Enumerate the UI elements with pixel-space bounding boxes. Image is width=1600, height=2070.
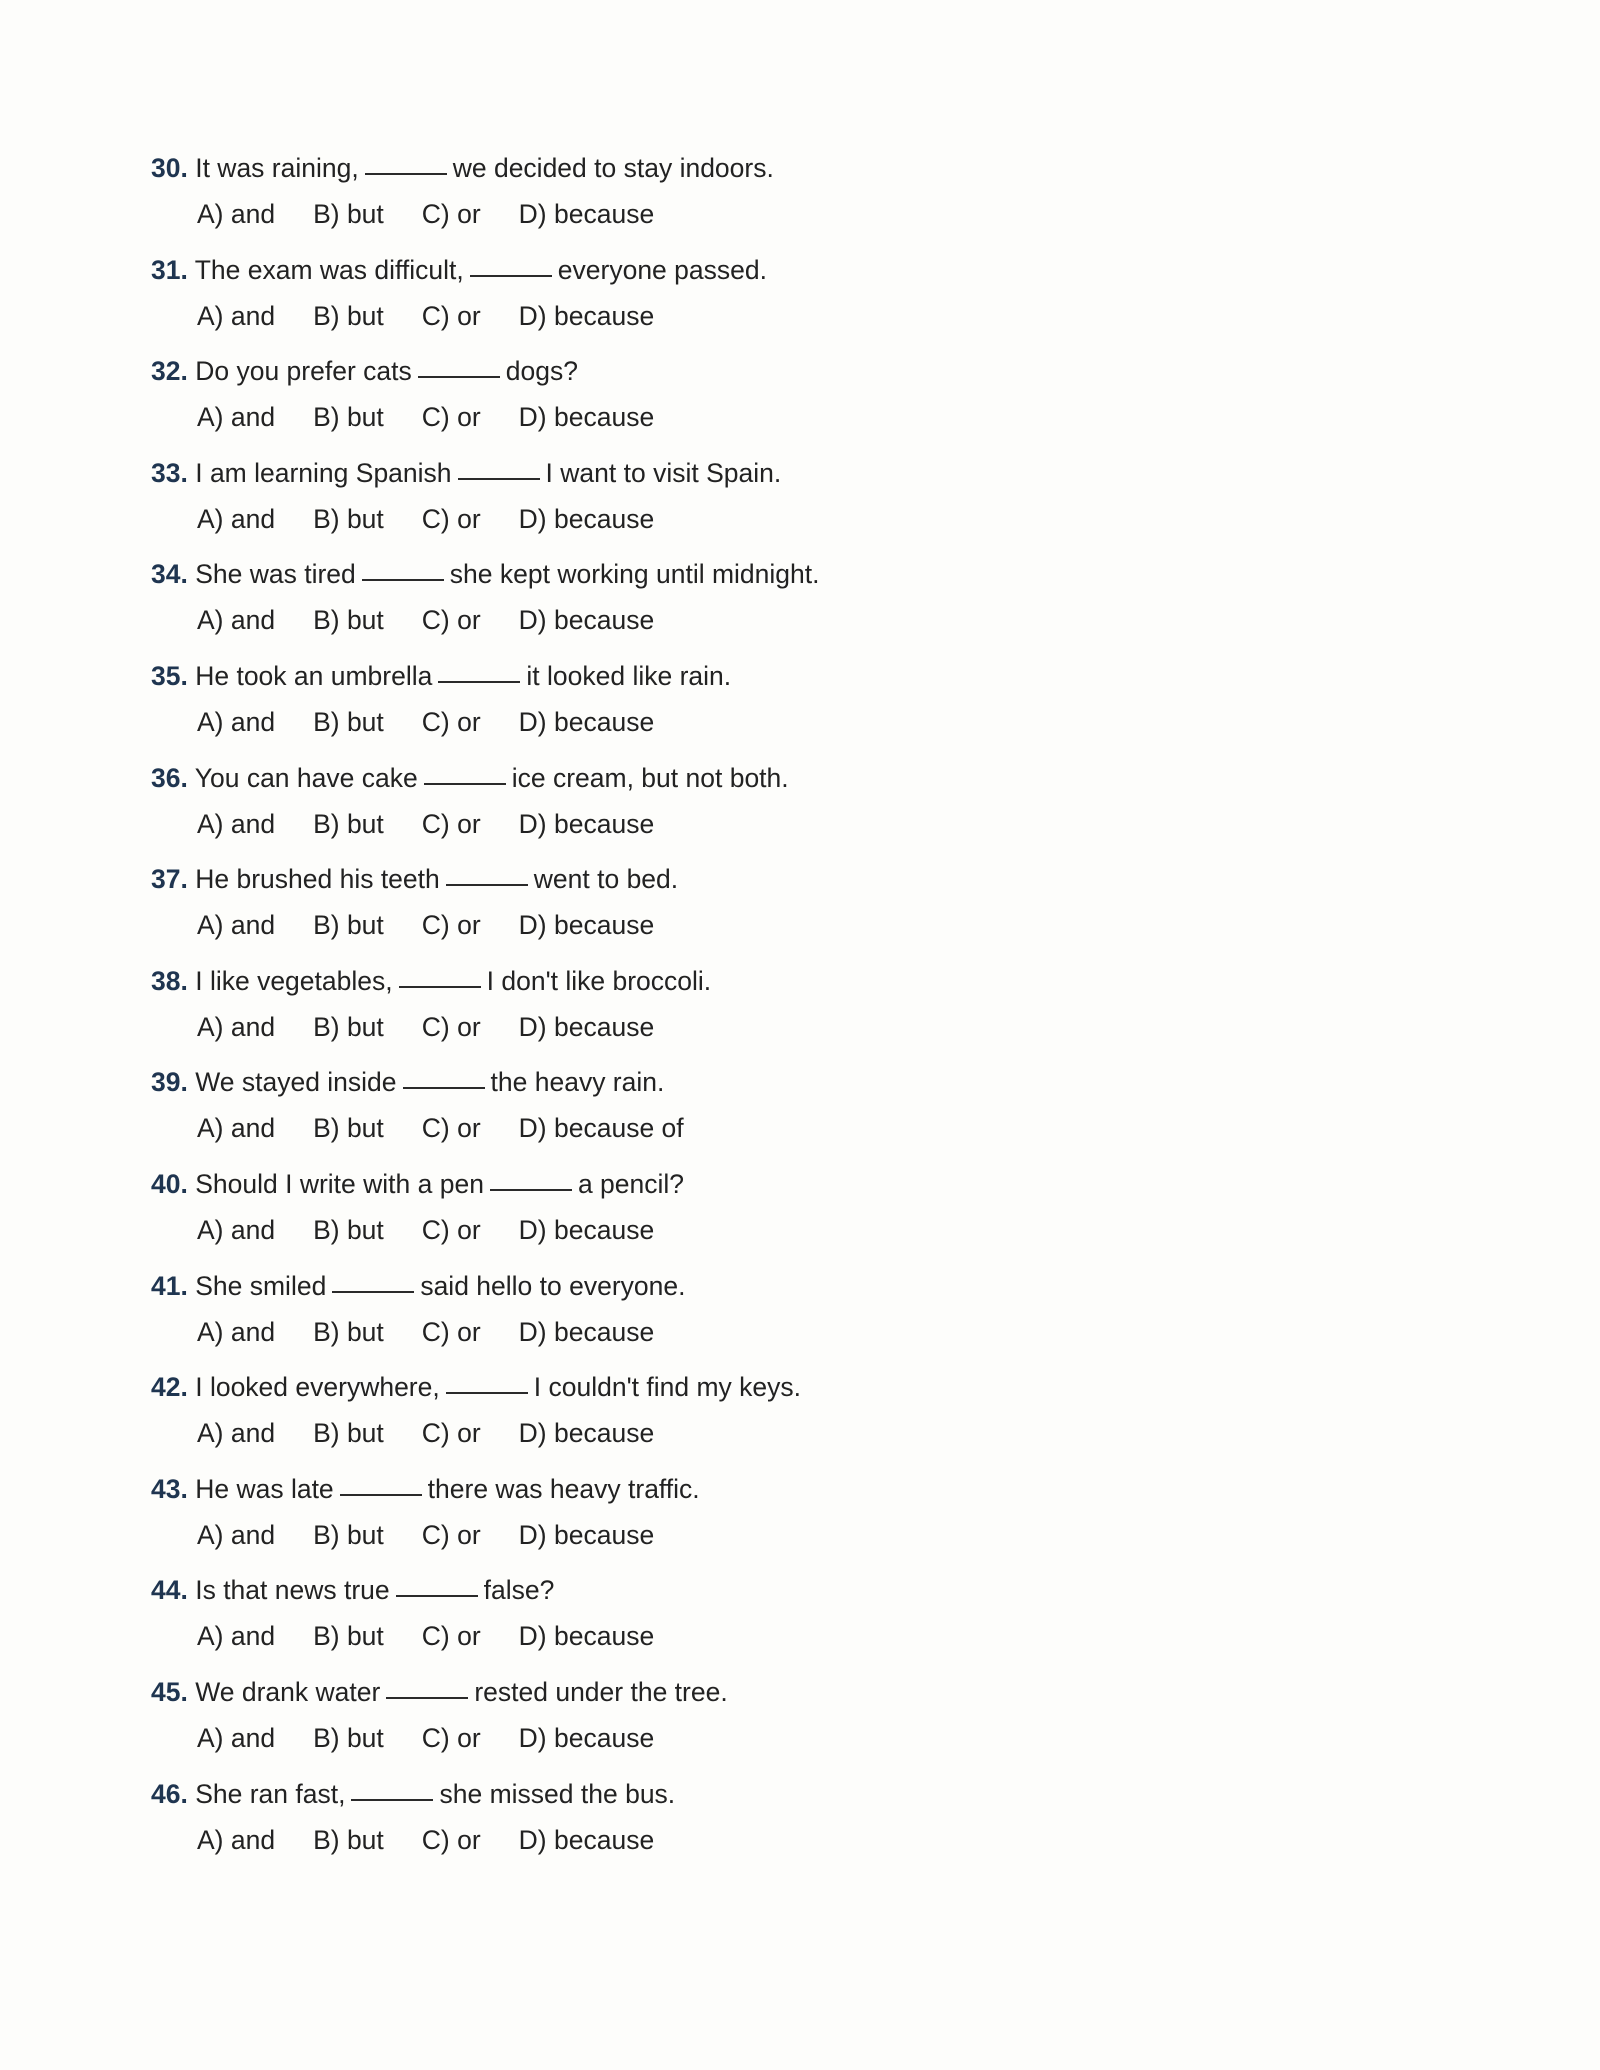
question-number: 38. xyxy=(151,965,188,996)
question-text xyxy=(151,758,789,798)
question-number: 39. xyxy=(151,1067,188,1098)
answer-options xyxy=(197,1007,692,1047)
answer-blank xyxy=(490,1163,572,1191)
answer-option: A) and xyxy=(197,1113,276,1144)
question-text-before-blank: Is that news true xyxy=(195,1575,390,1606)
answer-blank xyxy=(365,147,447,175)
question-text-before-blank: We drank water xyxy=(195,1676,381,1707)
question-text xyxy=(151,859,678,899)
question-item xyxy=(151,1774,1251,1876)
answer-blank xyxy=(446,1366,528,1394)
question-text xyxy=(151,1774,675,1814)
answer-option: D) because xyxy=(518,1722,655,1753)
answer-blank xyxy=(351,1773,433,1801)
answer-option: A) and xyxy=(197,503,276,534)
question-text-before-blank: Should I write with a pen xyxy=(195,1168,484,1199)
question-text-before-blank: She smiled xyxy=(195,1270,327,1301)
question-number: 31. xyxy=(151,254,188,285)
answer-option: B) but xyxy=(313,503,384,534)
question-number: 42. xyxy=(151,1372,188,1403)
question-text-after-blank: it looked like rain. xyxy=(526,660,732,691)
question-item xyxy=(151,453,1251,555)
question-text-after-blank: ice cream, but not both. xyxy=(511,762,789,793)
answer-options xyxy=(197,804,692,844)
answer-options xyxy=(197,499,692,539)
answer-option: D) because xyxy=(518,199,655,229)
question-text xyxy=(151,453,781,493)
answer-blank xyxy=(396,1569,478,1597)
answer-option: A) and xyxy=(197,1214,276,1245)
question-text-after-blank: false? xyxy=(483,1575,555,1606)
question-text-before-blank: He brushed his teeth xyxy=(195,864,440,895)
answer-blank xyxy=(438,655,520,683)
answer-blank xyxy=(403,1061,485,1089)
answer-blank xyxy=(470,249,552,277)
question-item xyxy=(151,758,1251,860)
question-item xyxy=(151,656,1251,758)
question-item xyxy=(151,250,1251,352)
answer-options xyxy=(197,1413,692,1453)
answer-option: D) because xyxy=(518,1824,655,1855)
answer-option: A) and xyxy=(197,605,276,636)
answer-option: B) but xyxy=(313,1214,384,1245)
answer-option: D) because xyxy=(518,1316,655,1347)
answer-blank xyxy=(362,553,444,581)
question-text xyxy=(151,1164,684,1204)
answer-option: D) because xyxy=(518,1214,655,1245)
answer-option: B) but xyxy=(313,1316,384,1347)
answer-option: C) or xyxy=(421,910,481,941)
question-text-before-blank: He took an umbrella xyxy=(195,660,433,691)
answer-options xyxy=(197,194,692,234)
answer-option: B) but xyxy=(313,1418,384,1449)
question-text-after-blank: I don't like broccoli. xyxy=(486,965,712,996)
answer-option: A) and xyxy=(197,402,276,433)
question-item xyxy=(151,1164,1251,1266)
answer-blank xyxy=(399,960,481,988)
answer-option: C) or xyxy=(421,300,481,331)
answer-options xyxy=(197,397,692,437)
question-text xyxy=(151,1367,801,1407)
question-text xyxy=(151,961,711,1001)
answer-option: A) and xyxy=(197,1519,276,1550)
answer-option: C) or xyxy=(421,1722,481,1753)
answer-option: B) but xyxy=(313,300,384,331)
question-text-after-blank: said hello to everyone. xyxy=(420,1270,686,1301)
question-item xyxy=(151,961,1251,1063)
answer-option: C) or xyxy=(421,1418,481,1449)
question-text-after-blank: she missed the bus. xyxy=(439,1778,676,1809)
answer-blank xyxy=(386,1671,468,1699)
answer-option: A) and xyxy=(197,1621,276,1652)
question-text xyxy=(151,250,767,290)
question-text-before-blank: Do you prefer cats xyxy=(195,356,412,387)
question-text-before-blank: You can have cake xyxy=(194,762,418,793)
answer-option: A) and xyxy=(197,1418,276,1449)
answer-option: A) and xyxy=(197,199,276,229)
answer-option: A) and xyxy=(197,300,276,331)
question-text xyxy=(151,351,578,391)
question-text-after-blank: everyone passed. xyxy=(557,254,767,285)
answer-options xyxy=(197,1718,692,1758)
answer-blank xyxy=(458,452,540,480)
answer-option: B) but xyxy=(313,1113,384,1144)
answer-option: C) or xyxy=(421,1316,481,1347)
answer-option: B) but xyxy=(313,605,384,636)
question-number: 46. xyxy=(151,1778,188,1809)
question-item xyxy=(151,1266,1251,1368)
question-text-after-blank: the heavy rain. xyxy=(490,1067,665,1098)
answer-option: D) because xyxy=(518,1011,655,1042)
question-text-after-blank: rested under the tree. xyxy=(474,1676,728,1707)
answer-option: C) or xyxy=(421,1824,481,1855)
answer-option: C) or xyxy=(421,1113,481,1144)
answer-options xyxy=(197,1820,692,1860)
answer-option: B) but xyxy=(313,808,384,839)
answer-option: A) and xyxy=(197,808,276,839)
question-number: 35. xyxy=(151,660,188,691)
question-text xyxy=(151,1266,685,1306)
question-text-after-blank: I want to visit Spain. xyxy=(545,457,782,488)
question-text xyxy=(151,1469,700,1509)
question-number: 36. xyxy=(151,762,188,793)
question-item xyxy=(151,1367,1251,1469)
question-text-before-blank: The exam was difficult, xyxy=(194,254,464,285)
answer-option: D) because xyxy=(518,1519,655,1550)
answer-option: D) because xyxy=(518,503,655,534)
answer-option: A) and xyxy=(197,910,276,941)
answer-option: D) because xyxy=(518,1621,655,1652)
answer-option: C) or xyxy=(421,1214,481,1245)
question-number: 43. xyxy=(151,1473,188,1504)
answer-option: B) but xyxy=(313,706,384,737)
question-text-before-blank: I like vegetables, xyxy=(195,965,393,996)
question-number: 40. xyxy=(151,1168,188,1199)
answer-option: B) but xyxy=(313,1824,384,1855)
question-text xyxy=(151,1062,664,1102)
question-text-after-blank: dogs? xyxy=(505,356,578,387)
question-text-after-blank: there was heavy traffic. xyxy=(427,1473,700,1504)
answer-option: B) but xyxy=(313,910,384,941)
question-item xyxy=(151,148,1251,250)
answer-option: A) and xyxy=(197,706,276,737)
answer-option: C) or xyxy=(421,808,481,839)
question-number: 32. xyxy=(151,356,188,387)
answer-blank xyxy=(332,1265,414,1293)
question-number: 30. xyxy=(151,153,188,183)
answer-option: D) because xyxy=(518,706,655,737)
question-text-before-blank: She was tired xyxy=(195,559,356,590)
question-list xyxy=(151,148,1251,1875)
question-item xyxy=(151,1570,1251,1672)
question-text-before-blank: It was raining, xyxy=(195,153,359,183)
question-number: 37. xyxy=(151,864,188,895)
question-text xyxy=(151,656,731,696)
question-text xyxy=(151,1570,554,1610)
answer-option: D) because xyxy=(518,402,655,433)
question-text-before-blank: We stayed inside xyxy=(195,1067,397,1098)
answer-options xyxy=(197,905,692,945)
answer-options xyxy=(197,1108,722,1148)
question-text-after-blank: she kept working until midnight. xyxy=(449,559,820,590)
answer-option: A) and xyxy=(197,1722,276,1753)
question-number: 45. xyxy=(151,1676,188,1707)
question-text-after-blank: a pencil? xyxy=(577,1168,685,1199)
question-number: 33. xyxy=(151,457,188,488)
question-number: 34. xyxy=(151,559,188,590)
question-item xyxy=(151,859,1251,961)
answer-option: C) or xyxy=(421,605,481,636)
answer-option: C) or xyxy=(421,402,481,433)
answer-blank xyxy=(340,1468,422,1496)
question-text-after-blank: we decided to stay indoors. xyxy=(452,153,774,183)
question-item xyxy=(151,1062,1251,1164)
answer-option: C) or xyxy=(421,1519,481,1550)
question-number: 44. xyxy=(151,1575,188,1606)
answer-option: B) but xyxy=(313,199,384,229)
answer-option: B) but xyxy=(313,402,384,433)
answer-option: C) or xyxy=(421,503,481,534)
answer-option: A) and xyxy=(197,1824,276,1855)
question-text-before-blank: I am learning Spanish xyxy=(195,457,452,488)
question-text-before-blank: She ran fast, xyxy=(195,1778,346,1809)
answer-option: D) because xyxy=(518,910,655,941)
answer-option: B) but xyxy=(313,1621,384,1652)
answer-options xyxy=(197,1515,692,1555)
question-item xyxy=(151,1469,1251,1571)
answer-option: B) but xyxy=(313,1011,384,1042)
answer-option: D) because xyxy=(518,300,655,331)
answer-options xyxy=(197,1616,692,1656)
question-item xyxy=(151,351,1251,453)
answer-option: B) but xyxy=(313,1722,384,1753)
answer-options xyxy=(197,1210,692,1250)
answer-option: C) or xyxy=(421,1621,481,1652)
question-text xyxy=(151,1672,728,1712)
answer-option: D) because xyxy=(518,1418,655,1449)
answer-options xyxy=(197,600,692,640)
question-item xyxy=(151,1672,1251,1774)
answer-options xyxy=(197,1312,692,1352)
answer-option: C) or xyxy=(421,199,481,229)
question-text-before-blank: He was late xyxy=(195,1473,334,1504)
answer-options xyxy=(197,702,692,742)
answer-option: C) or xyxy=(421,706,481,737)
answer-blank xyxy=(418,350,500,378)
question-number: 41. xyxy=(151,1270,188,1301)
answer-option: A) and xyxy=(197,1011,276,1042)
question-text-after-blank: went to bed. xyxy=(533,864,679,895)
answer-option: D) because xyxy=(518,808,655,839)
answer-option: D) because xyxy=(518,605,655,636)
answer-blank xyxy=(446,858,528,886)
answer-option: C) or xyxy=(421,1011,481,1042)
answer-option: B) but xyxy=(313,1519,384,1550)
question-text-before-blank: I looked everywhere, xyxy=(195,1372,440,1403)
answer-option: A) and xyxy=(197,1316,276,1347)
answer-blank xyxy=(424,757,506,785)
question-text-after-blank: I couldn't find my keys. xyxy=(533,1372,801,1403)
answer-option: D) because of xyxy=(518,1113,684,1144)
answer-options xyxy=(197,296,692,336)
question-text xyxy=(151,148,774,188)
question-item xyxy=(151,554,1251,656)
question-text xyxy=(151,554,820,594)
